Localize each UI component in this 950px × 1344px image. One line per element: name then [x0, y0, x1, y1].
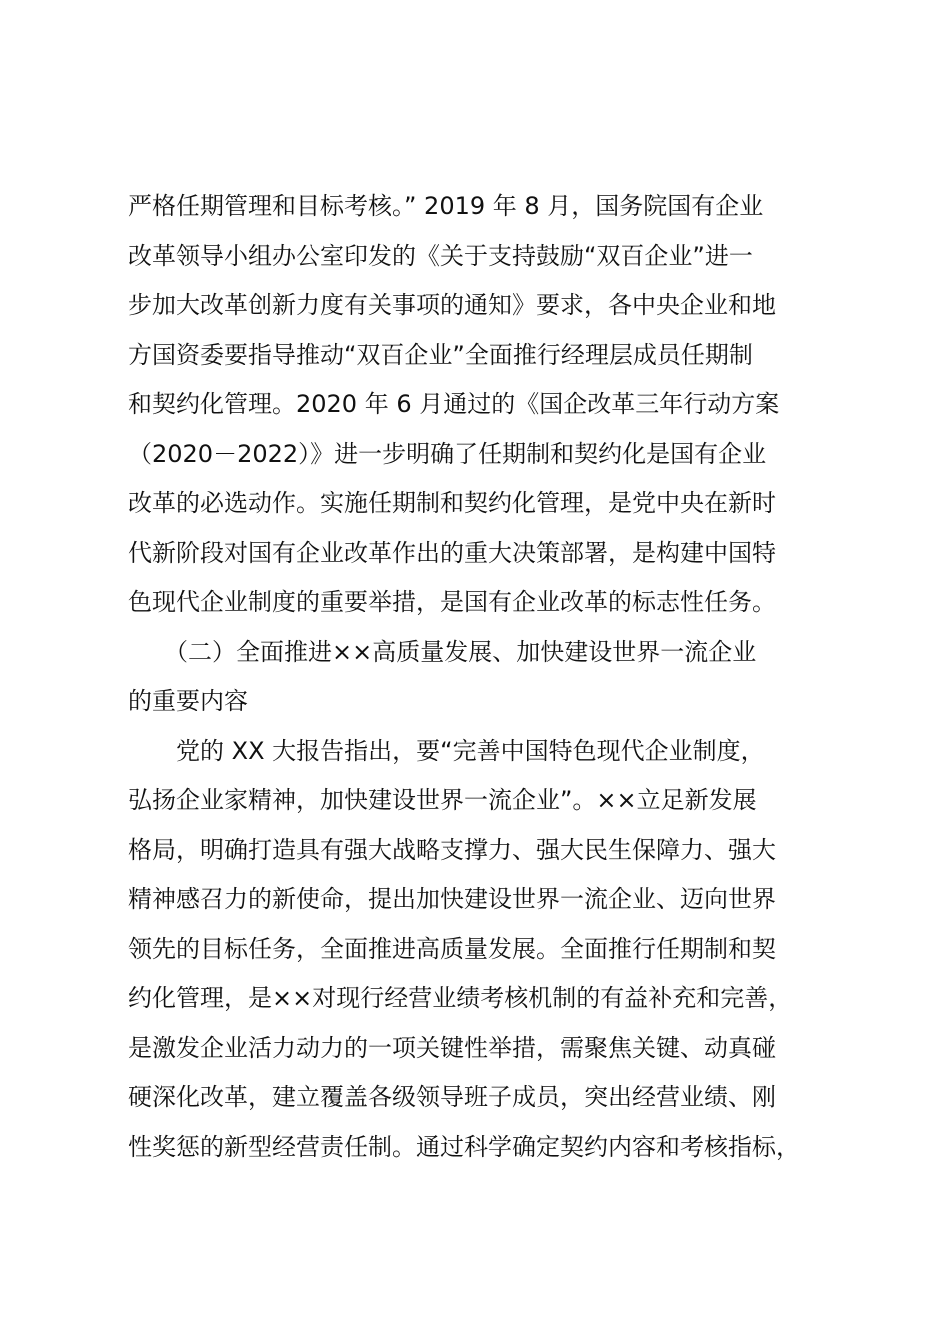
text-line: 精神感召力的新使命，提出加快建设世界一流企业、迈向世界	[128, 885, 776, 913]
text-line: 步加大改革创新力度有关事项的通知》要求，各中央企业和地	[128, 291, 776, 319]
text-line: 约化管理，是××对现行经营业绩考核机制的有益补充和完善，	[128, 984, 793, 1012]
text-line: （2020－2022）》进一步明确了任期制和契约化是国有企业	[128, 439, 767, 468]
text-line: 代新阶段对国有企业改革作出的重大决策部署，是构建中国特	[128, 538, 776, 567]
text-line: 性奖惩的新型经营责任制。通过科学确定契约内容和考核指标，	[128, 1132, 800, 1161]
text-line: 改革领导小组办公室印发的《关于支持鼓励“双百企业”进一	[128, 241, 753, 270]
text-line: 改革的必选动作。实施任期制和契约化管理，是党中央在新时	[128, 489, 776, 517]
body-text	[128, 182, 840, 1172]
text-line: 弘扬企业家精神，加快建设世界一流企业”。××立足新发展	[128, 786, 757, 814]
text-line: 党的 XX 大报告指出，要“完善中国特色现代企业制度，	[128, 736, 765, 765]
text-line: 格局，明确打造具有强大战略支撑力、强大民生保障力、强大	[128, 835, 776, 864]
text-line: 和契约化管理。2020 年 6 月通过的《国企改革三年行动方案	[128, 390, 780, 418]
text-line: 色现代企业制度的重要举措，是国有企业改革的标志性任务。	[128, 588, 776, 616]
section-heading-line: 的重要内容	[128, 687, 248, 715]
text-line: 严格任期管理和目标考核。” 2019 年 8 月，国务院国有企业	[128, 192, 764, 220]
section-heading-line: （二）全面推进××高质量发展、加快建设世界一流企业	[128, 637, 757, 666]
text-line: 领先的目标任务，全面推进高质量发展。全面推行任期制和契	[128, 934, 776, 963]
text-line: 硬深化改革，建立覆盖各级领导班子成员，突出经营业绩、刚	[128, 1083, 776, 1111]
text-line: 方国资委要指导推动“双百企业”全面推行经理层成员任期制	[128, 340, 753, 369]
text-line: 是激发企业活力动力的一项关键性举措，需聚焦关键、动真碰	[128, 1033, 776, 1062]
